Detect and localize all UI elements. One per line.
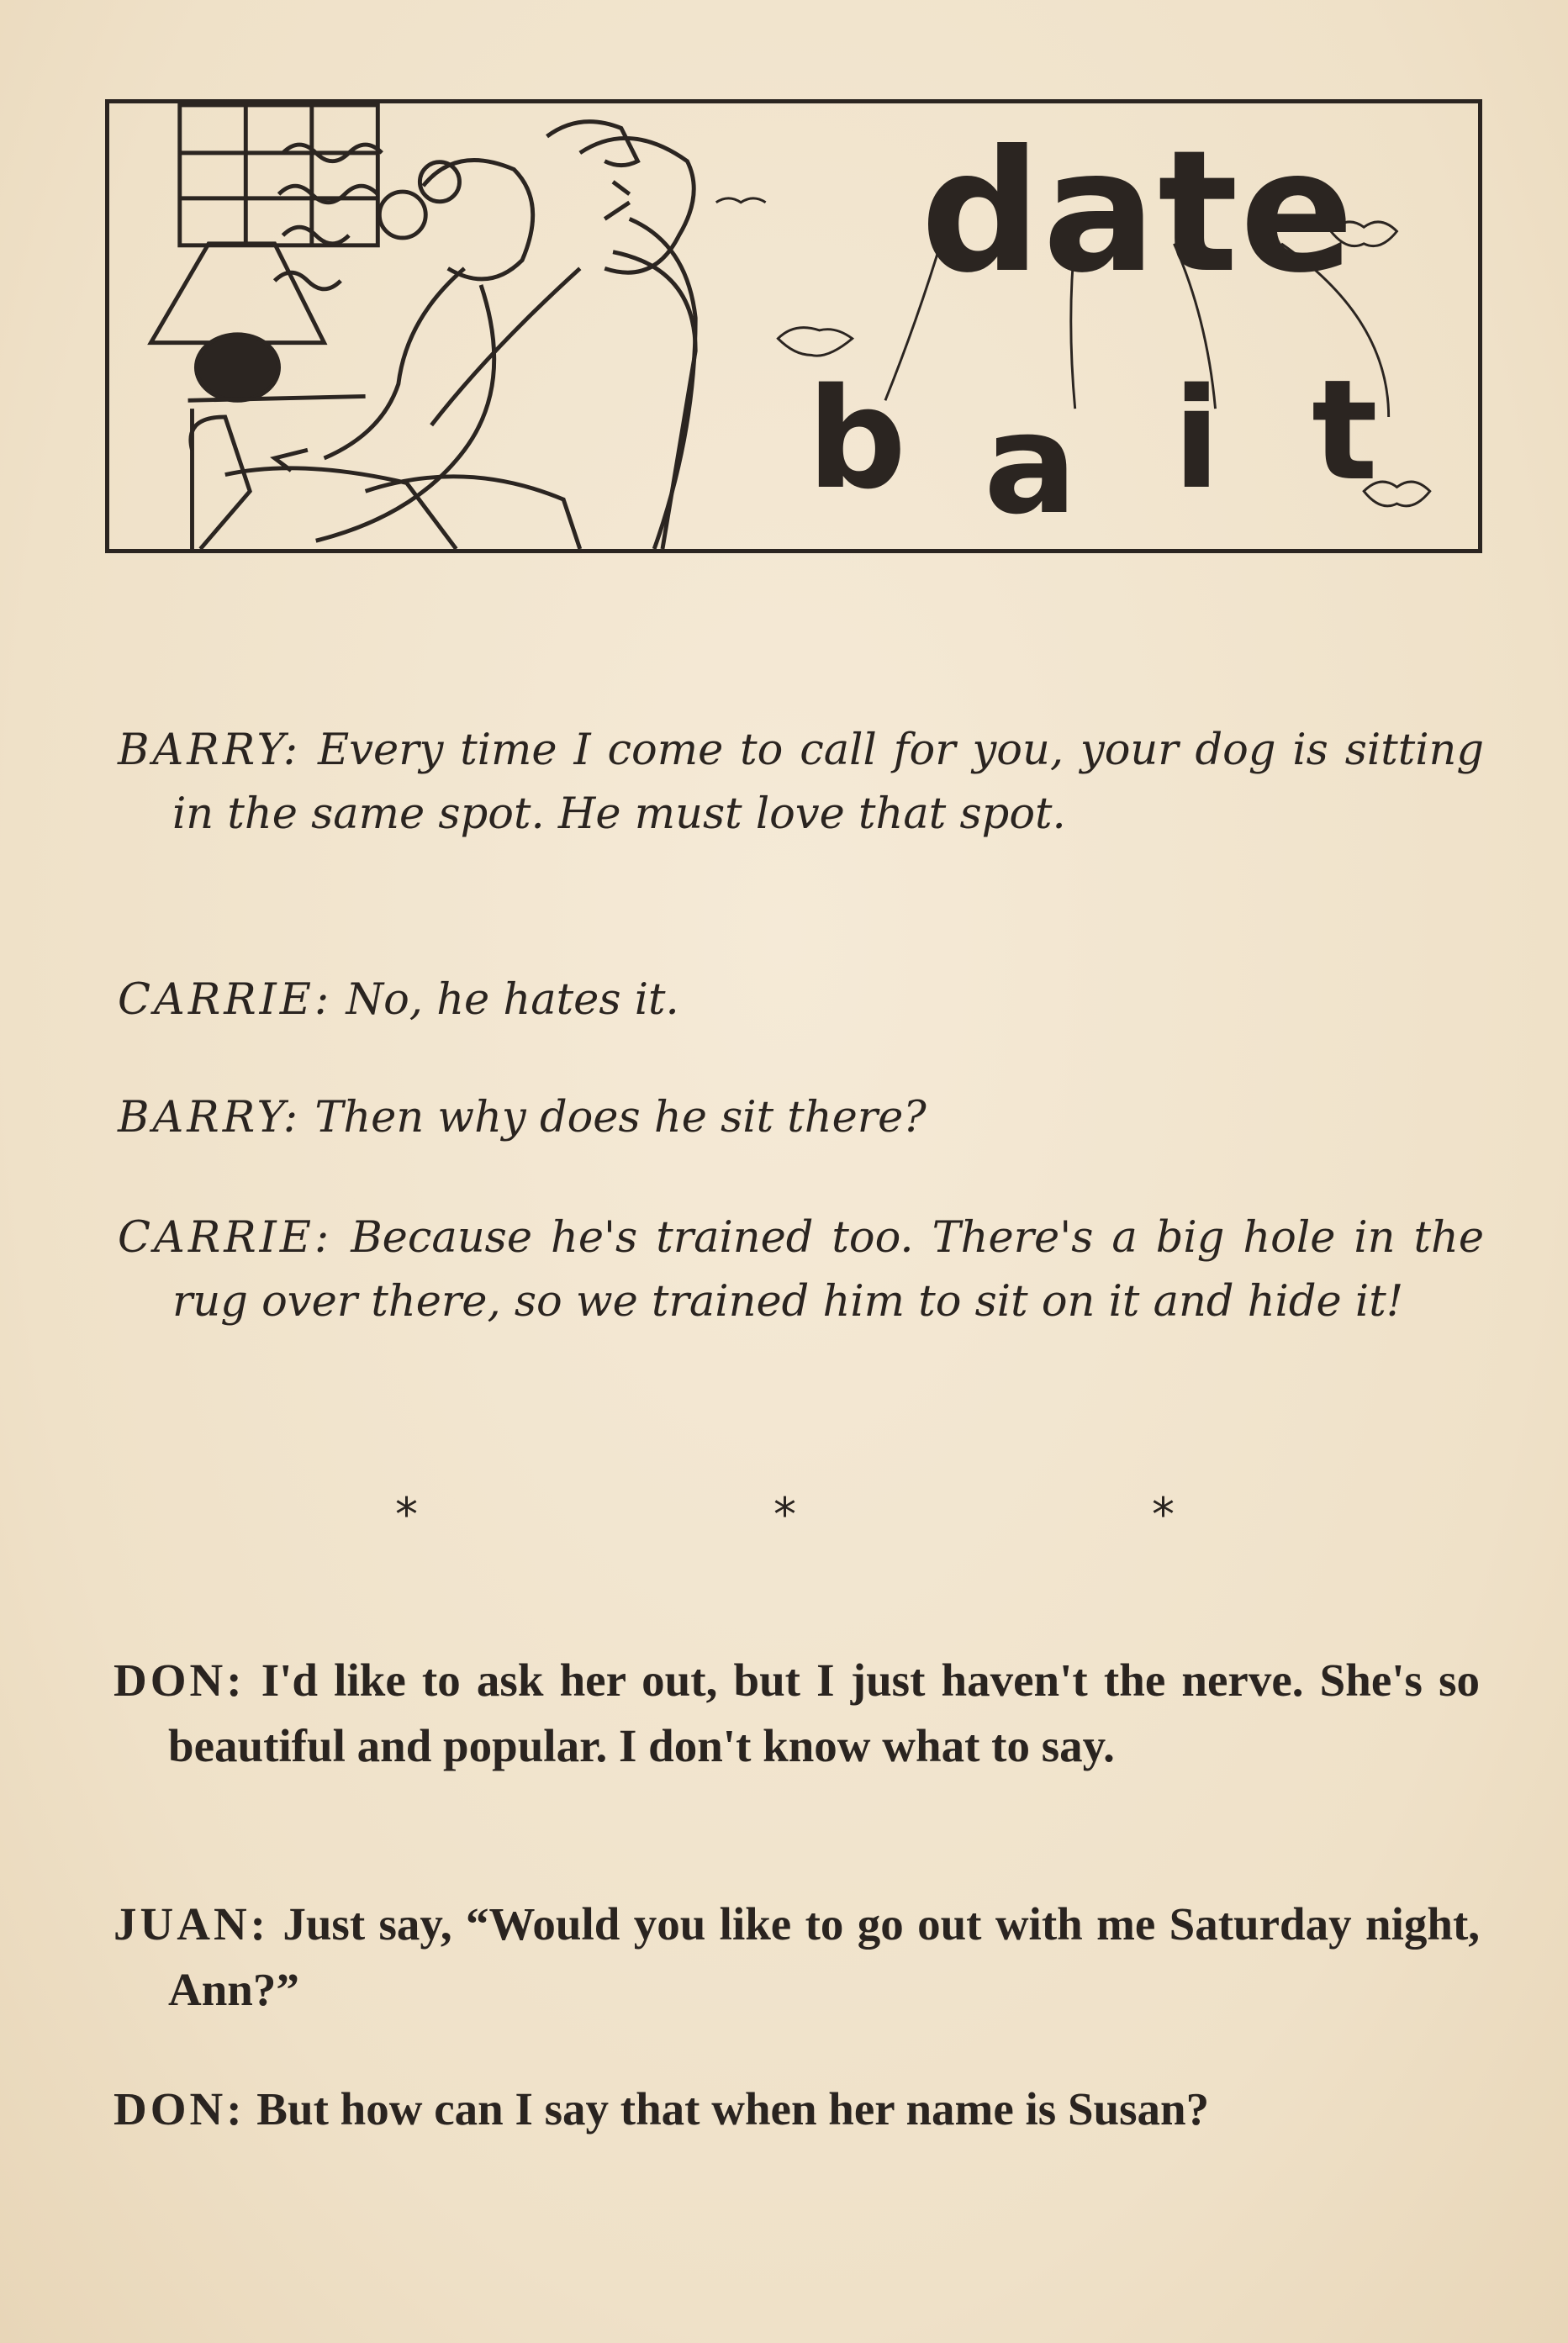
title-date: date xyxy=(921,114,1356,310)
dialogue-text: But how can I say that when her name is Susan? xyxy=(256,2083,1210,2135)
section-separator xyxy=(0,1488,1568,1555)
separator-star: * xyxy=(1152,1488,1175,1541)
separator-star: * xyxy=(773,1488,796,1541)
dialogue-line xyxy=(118,1206,1484,1334)
speaker-label: JUAN: xyxy=(114,1898,269,1950)
dialogue-line xyxy=(118,719,1484,847)
dialogue-text: Every time I come to call for you, your dog is sitting in the same spot. He must love that spot. xyxy=(172,726,1484,839)
header-illustration-box xyxy=(105,99,1482,553)
dialogue-text: I'd like to ask her out, but I just haven't the nerve. She's so beautiful and popular. I don't know what to say. xyxy=(168,1654,1481,1771)
title-bait-letter-t: t xyxy=(1312,350,1378,511)
speaker-label: CARRIE: xyxy=(118,1213,333,1263)
dialogue-line xyxy=(118,1086,1484,1150)
title-bait-letter-b: b xyxy=(807,358,907,520)
title-bait-letter-i: i xyxy=(1173,358,1221,520)
speaker-label: BARRY: xyxy=(118,726,302,775)
speaker-label: BARRY: xyxy=(118,1093,302,1142)
dialogue-text: Then why does he sit there? xyxy=(314,1093,927,1142)
dialogue-line xyxy=(114,1648,1480,1779)
speaker-label: DON: xyxy=(114,1654,245,1706)
dialogue-text: Just say, “Would you like to go out with me Saturday night, Ann?” xyxy=(168,1898,1481,2015)
title-bait-letter-a: a xyxy=(984,383,1078,545)
dialogue-line xyxy=(118,968,1484,1032)
speaker-label: DON: xyxy=(114,2083,245,2135)
speaker-label: CARRIE: xyxy=(118,975,333,1025)
dialogue-line xyxy=(114,2077,1480,2142)
dialogue-text: Because he's trained too. There's a big hole in the rug over there, so we trained him to sit on it and hide it! xyxy=(172,1213,1485,1327)
dialogue-line xyxy=(114,1892,1480,2023)
dialogue-text: No, he hates it. xyxy=(346,975,679,1025)
separator-star: * xyxy=(395,1488,418,1541)
